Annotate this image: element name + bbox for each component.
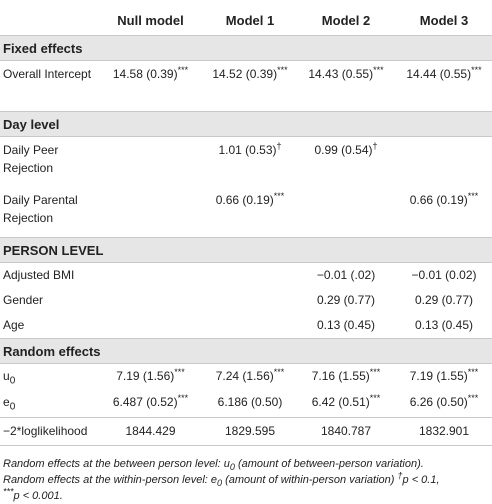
section-day-level (0, 112, 492, 137)
table-cell: 0.13 (0.45) (414, 318, 474, 332)
table-row (0, 61, 492, 112)
table-cell: 7.24 (1.56)*** (215, 367, 285, 383)
section-title: Day level (0, 112, 492, 137)
header-model-3: Model 3 (396, 5, 492, 36)
row-label: −2*loglikelihood (0, 417, 97, 445)
table-cell (396, 137, 492, 188)
table-cell (204, 313, 296, 339)
header-null-model: Null model (97, 5, 204, 36)
table-cell: 0.13 (0.45) (316, 318, 376, 332)
table-cell (97, 313, 204, 339)
row-label: Overall Intercept (3, 67, 92, 81)
table-cell: 7.19 (1.56)*** (116, 367, 185, 383)
table-footnote: Random effects at the between person level: $u_0$ (amount of between-person variation). Random effects at the within-person level: $e_0$ (amount of within-person variation) †p < 0.1, ***p < 0.001. (3, 457, 440, 502)
table-cell: 0.99 (0.54)† (314, 141, 378, 157)
header-empty (0, 5, 97, 36)
table-cell: 1840.787 (296, 417, 396, 445)
table-cell: 14.43 (0.55)*** (308, 65, 384, 81)
table-cell: 1.01 (0.53)† (218, 141, 282, 157)
row-label: Daily Parental Rejection (3, 193, 78, 225)
table-row (0, 313, 492, 339)
table-cell: 1832.901 (396, 417, 492, 445)
table-cell (97, 137, 204, 188)
section-title: PERSON LEVEL (0, 238, 492, 263)
table-cell: 6.186 (0.50) (217, 395, 283, 410)
section-person-level (0, 238, 492, 263)
regression-table (0, 5, 492, 446)
table-cell: 0.66 (0.19)*** (409, 191, 479, 207)
table-cell: −0.01 (.02) (316, 268, 376, 282)
table-cell: 7.16 (1.55)*** (311, 367, 381, 383)
table-row (0, 288, 492, 313)
table-cell (204, 288, 296, 313)
table-cell (97, 263, 204, 289)
table-row (0, 364, 492, 391)
table-cell (296, 187, 396, 238)
table-cell: 1829.595 (204, 417, 296, 445)
table-cell (97, 187, 204, 238)
table-row (0, 390, 492, 417)
row-label: $u_0$ (3, 369, 16, 387)
table-cell: 6.26 (0.50)*** (409, 393, 479, 410)
table-cell: 7.19 (1.55)*** (409, 367, 479, 383)
header-model-1: Model 1 (204, 5, 296, 36)
table-cell: 0.29 (0.77) (316, 293, 376, 307)
section-title: Random effects (0, 339, 492, 364)
row-label: Age (3, 318, 25, 332)
table-row (0, 137, 492, 188)
table-cell: 14.58 (0.39)*** (112, 65, 189, 81)
table-row (0, 187, 492, 238)
table-cell: 0.29 (0.77) (414, 293, 474, 307)
row-label: Daily Peer Rejection (3, 143, 59, 175)
header-model-2: Model 2 (296, 5, 396, 36)
table-row (0, 263, 492, 289)
table-cell (204, 263, 296, 289)
table-cell: 0.66 (0.19)*** (215, 191, 285, 207)
row-label: $e_0$ (3, 395, 16, 413)
row-label: Gender (3, 293, 44, 307)
table-cell: 14.52 (0.39)*** (212, 65, 288, 81)
table-cell: −0.01 (0.02) (411, 268, 477, 282)
table-cell: 1844.429 (97, 417, 204, 445)
section-random-effects (0, 339, 492, 364)
section-title: Fixed effects (0, 36, 492, 61)
table-cell: 14.44 (0.55)*** (406, 65, 482, 81)
section-fixed-effects (0, 36, 492, 61)
table-cell: 6.42 (0.51)*** (311, 393, 381, 410)
table-row-loglikelihood (0, 417, 492, 445)
table-cell: 6.487 (0.52)*** (112, 393, 189, 410)
row-label: Adjusted BMI (3, 268, 75, 282)
header-row (0, 5, 492, 36)
table-cell (97, 288, 204, 313)
